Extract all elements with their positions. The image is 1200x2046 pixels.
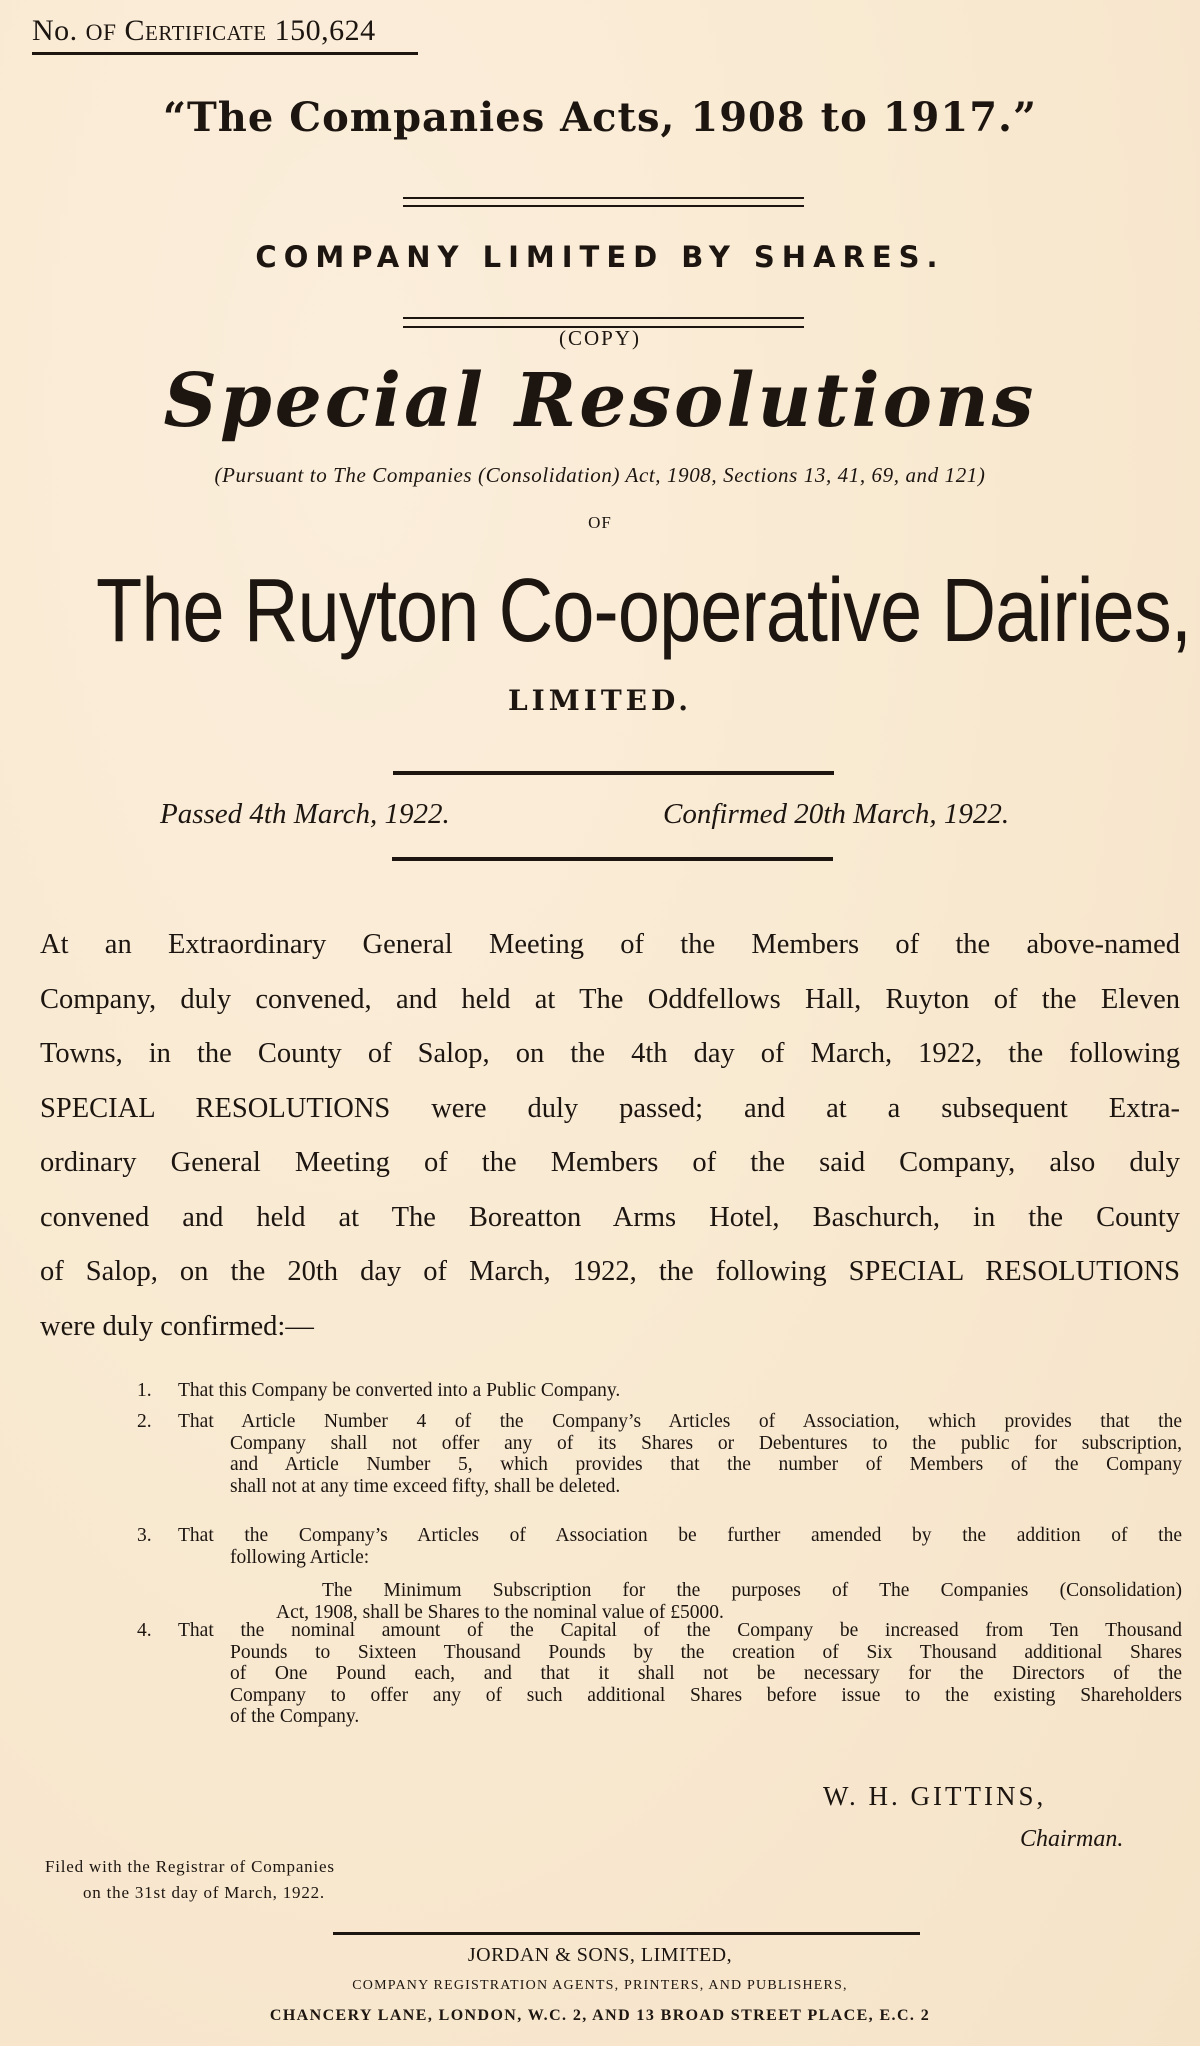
- preamble-line: SPECIAL RESOLUTIONS were duly passed; and at a subsequent Extra-: [40, 1092, 1180, 1124]
- certificate-label-of: OF: [85, 20, 117, 46]
- resolution-line: shall not at any time exceed fifty, shall be deleted.: [230, 1475, 621, 1497]
- preamble-line: At an Extraordinary General Meeting of the Members of the above-named: [40, 929, 1180, 960]
- certificate-label-no: No.: [32, 14, 78, 47]
- resolution-line: Company shall not offer any of its Shares or Debentures to the public for subscription,: [230, 1432, 1182, 1454]
- preamble-line: were duly confirmed:—: [40, 1310, 314, 1342]
- document-heading: Special Resolutions: [163, 358, 1037, 444]
- preamble-line: ordinary General Meeting of the Members of the said Company, also duly: [40, 1147, 1180, 1178]
- certificate-label: Certificate: [124, 14, 267, 47]
- preamble-line: of Salop, on the 20th day of March, 1922, the following SPECIAL RESOLUTIONS: [40, 1256, 1180, 1287]
- signatory-name: W. H. GITTINS,: [823, 1781, 1047, 1811]
- pursuant-note: (Pursuant to The Companies (Consolidation) Act, 1908, Sections 13, 41, 69, and 121): [214, 463, 986, 487]
- double-rule-bottom: [403, 317, 804, 319]
- resolution-line: and Article Number 5, which provides that the number of Members of the Company: [230, 1454, 1182, 1475]
- company-suffix: LIMITED.: [507, 684, 693, 717]
- resolution-number: 2.: [137, 1411, 152, 1432]
- resolution-line: Company to offer any of such additional Shares before issue to the existing Shareholders: [230, 1684, 1182, 1706]
- resolution-line: following Article:: [230, 1546, 370, 1568]
- quoted-article: [276, 1580, 1182, 1623]
- preamble-paragraph: [40, 918, 1180, 1354]
- resolution-text: That this Company be converted into a Public Company.: [178, 1380, 621, 1401]
- resolution-text: That the Company’s Articles of Association be further amended by the addition of the: [178, 1525, 1182, 1546]
- quoted-article-line: The Minimum Subscription for the purposes of The Companies (Consolidation): [322, 1580, 1182, 1601]
- filing-note-line: on the 31st day of March, 1922.: [83, 1883, 325, 1902]
- resolution-continuation: [230, 1547, 1182, 1569]
- copy-note: (COPY): [558, 326, 641, 350]
- footer-rule: [333, 1932, 920, 1935]
- double-rule-top: [403, 197, 804, 199]
- resolution-number: 4.: [137, 1620, 152, 1641]
- resolution-number: 3.: [137, 1525, 152, 1546]
- resolution-line: of the Company.: [230, 1706, 360, 1727]
- resolution-number: 1.: [137, 1380, 152, 1401]
- filing-note-line: Filed with the Registrar of Companies: [45, 1857, 335, 1876]
- preamble-line: Company, duly convened, and held at The Oddfellows Hall, Ruyton of the Eleven: [40, 983, 1180, 1015]
- double-rule-top: [403, 205, 804, 207]
- dates-rule-top: [393, 771, 834, 775]
- resolution-line: of One Pound each, and that it shall not be necessary for the Directors of the: [230, 1663, 1182, 1684]
- dates-rule-bottom: [392, 857, 833, 861]
- company-classification: COMPANY LIMITED BY SHARES.: [255, 240, 945, 274]
- of-connector: OF: [588, 513, 612, 532]
- certificate-number: 150,624: [274, 14, 376, 47]
- printer-address: CHANCERY LANE, LONDON, W.C. 2, AND 13 BROAD STREET PLACE, E.C. 2: [269, 2007, 931, 2024]
- resolution-continuation: [230, 1433, 1182, 1498]
- company-name: The Ruyton Co-operative Dairies,: [96, 561, 1192, 661]
- resolution-line: Pounds to Sixteen Thousand Pounds by the creation of Six Thousand additional Shares: [230, 1641, 1182, 1663]
- confirmed-date: Confirmed 20th March, 1922.: [663, 798, 1010, 830]
- preamble-line: convened and held at The Boreatton Arms Hotel, Baschurch, in the County: [40, 1201, 1180, 1233]
- certificate-number-line: [32, 14, 376, 48]
- signatory-title: Chairman.: [1020, 1826, 1124, 1852]
- passed-date: Passed 4th March, 1922.: [160, 798, 450, 830]
- resolution-text: That the nominal amount of the Capital of the Company be increased from Ten Thousand: [178, 1620, 1182, 1641]
- resolution-continuation: [230, 1642, 1182, 1728]
- quoted-article-line: Act, 1908, shall be Shares to the nominal value of £5000.: [276, 1601, 724, 1623]
- resolution-text: That Article Number 4 of the Company’s Articles of Association, which provides that the: [178, 1411, 1182, 1432]
- acts-title: “The Companies Acts, 1908 to 1917.”: [163, 94, 1037, 141]
- printer-description: COMPANY REGISTRATION AGENTS, PRINTERS, AND PUBLISHERS,: [352, 1978, 848, 1993]
- certificate-underline: [32, 52, 418, 55]
- preamble-line: Towns, in the County of Salop, on the 4th day of March, 1922, the following: [40, 1038, 1180, 1069]
- printer-name: JORDAN & SONS, LIMITED,: [467, 1944, 733, 1966]
